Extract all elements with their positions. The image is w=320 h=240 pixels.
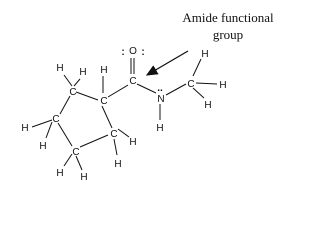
bond-h-d2 xyxy=(76,156,82,170)
atom-h-e2: H xyxy=(114,159,122,170)
atom-methyl-h2: H xyxy=(219,80,227,91)
bond-ch3-h2 xyxy=(196,83,217,84)
bond-h-e2 xyxy=(114,139,117,155)
atom-ring-carbon-c: C xyxy=(52,114,60,125)
atom-ring-carbon-d: C xyxy=(72,147,80,158)
atom-methyl-h3: H xyxy=(204,100,212,111)
bond-ch3-h1 xyxy=(193,59,201,76)
annotation-label xyxy=(174,9,282,43)
bond-lines xyxy=(32,58,217,170)
atom-oxygen: O xyxy=(129,46,137,57)
atom-h-d1: H xyxy=(56,168,64,179)
bond-ring-2 xyxy=(102,106,112,128)
atom-ring-carbon-e: C xyxy=(110,129,118,140)
annotation-line-2: group xyxy=(212,27,244,42)
atom-labels xyxy=(21,46,226,183)
annotation-line-1: Amide functional xyxy=(182,10,274,25)
bond-ring-1 xyxy=(76,92,98,100)
bond-ring-5 xyxy=(60,96,70,114)
bond-h-a2 xyxy=(74,79,80,86)
bond-h-c1 xyxy=(32,120,52,127)
nitrogen-lone-pair: .. xyxy=(157,83,163,94)
bond-h-d1 xyxy=(64,154,72,166)
atom-h-b: H xyxy=(100,65,108,76)
atom-h-c1: H xyxy=(21,123,29,134)
arrow-icon xyxy=(147,51,188,75)
atom-nitrogen: N xyxy=(157,94,165,105)
atom-h-c2: H xyxy=(39,141,47,152)
oxygen-lone-pair-left: : xyxy=(121,47,125,58)
atom-h-d2: H xyxy=(80,172,88,183)
atom-carbonyl-carbon: C xyxy=(129,76,137,87)
bond-ring-carbonyl xyxy=(108,85,128,97)
atom-amide-hydrogen: H xyxy=(156,123,164,134)
atom-h-e1: H xyxy=(129,137,137,148)
atom-methyl-h1: H xyxy=(201,49,209,60)
bond-ring-4 xyxy=(58,123,72,146)
bond-n-ch3 xyxy=(166,84,186,95)
oxygen-lone-pair-right: : xyxy=(141,47,145,58)
atom-ring-carbon-a: C xyxy=(69,87,77,98)
bond-ring-3 xyxy=(80,135,108,147)
atom-methyl-carbon: C xyxy=(187,79,195,90)
atom-ring-carbon-b: C xyxy=(100,96,108,107)
atom-h-a1: H xyxy=(56,63,64,74)
bond-cn xyxy=(137,84,156,93)
atom-h-a2: H xyxy=(79,67,87,78)
bond-h-a1 xyxy=(64,75,72,86)
bond-h-e1 xyxy=(118,129,129,137)
bond-ch3-h3 xyxy=(193,88,204,98)
bond-h-c2 xyxy=(46,122,52,138)
